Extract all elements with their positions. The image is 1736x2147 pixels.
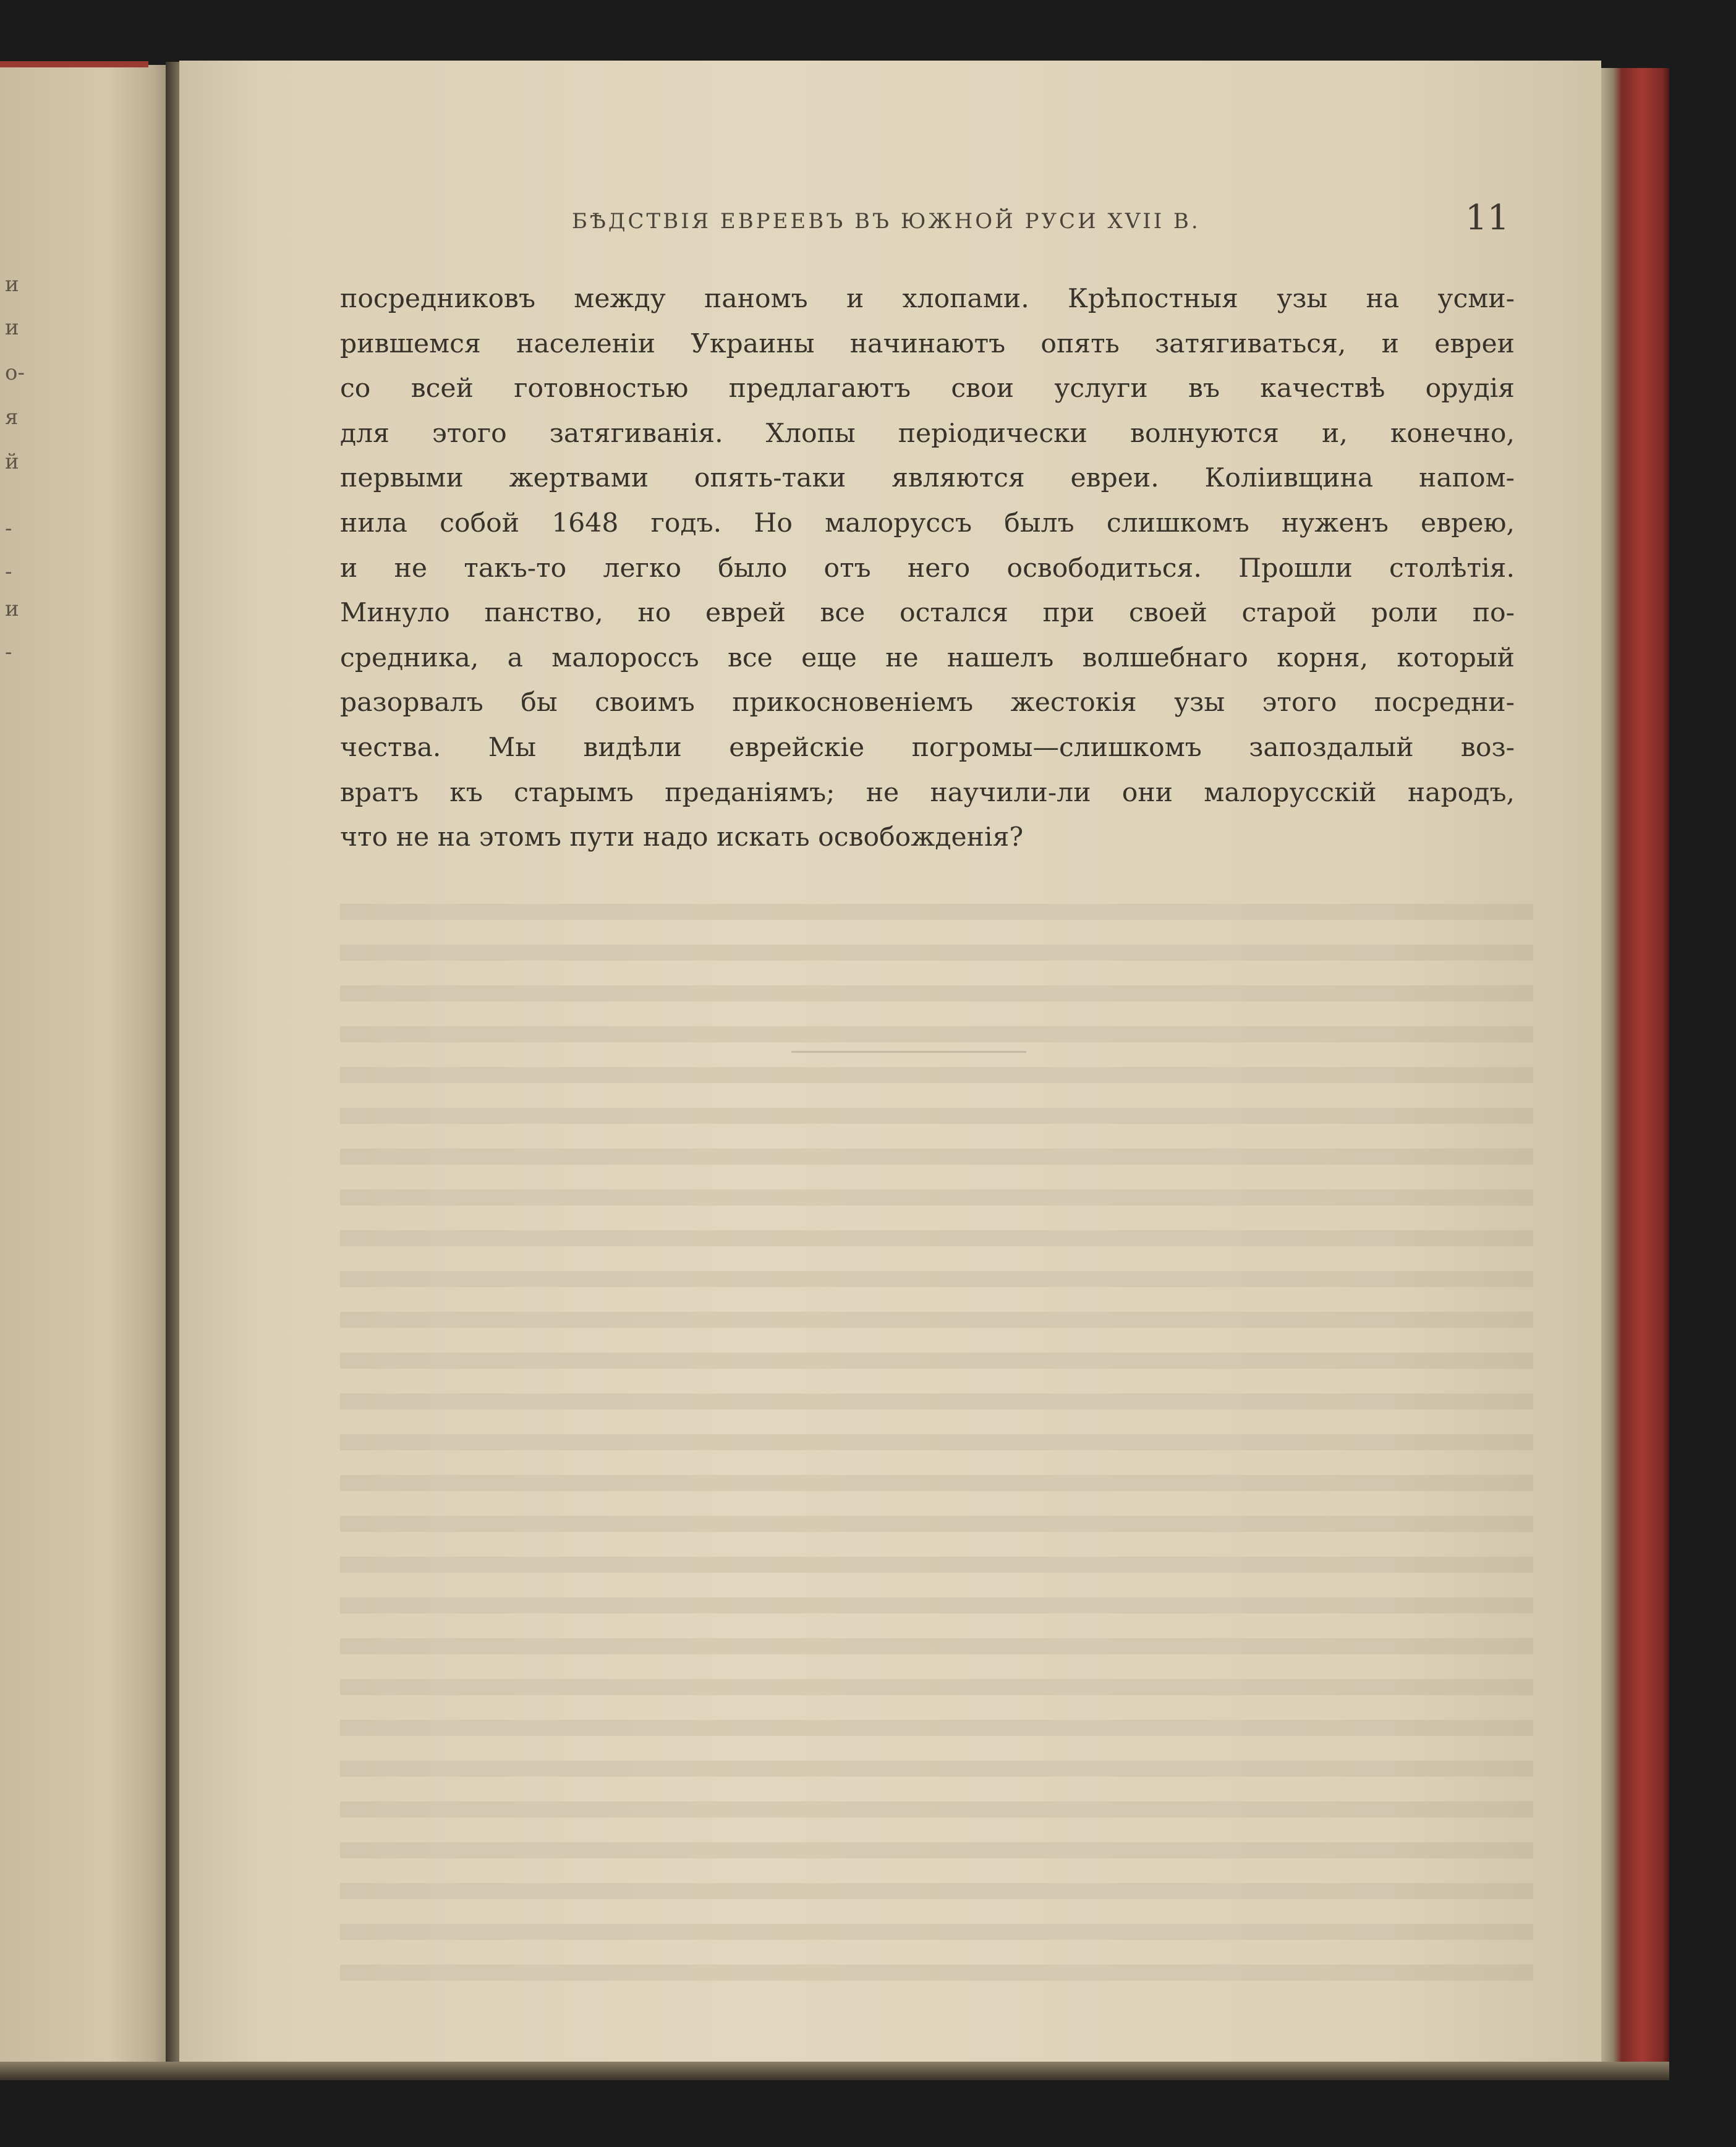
left-page-fragment: и xyxy=(5,597,19,621)
left-page-fragment: я xyxy=(5,405,19,430)
text-line: рившемся населеніи Украины начинаютъ опять затягиваться, и евреи xyxy=(340,328,1515,359)
cover-edge-top xyxy=(0,61,148,67)
text-line: Минуло панство, но еврей все остался при своей старой роли по- xyxy=(340,598,1515,629)
left-page-fragment: - xyxy=(5,640,12,665)
text-line: первыми жертвами опять-таки являются евреи. Колiивщина напом- xyxy=(340,463,1515,494)
text-line: средника, а малороссъ все еще не нашелъ волшебнаго корня, который xyxy=(340,642,1515,673)
text-line: нила собой 1648 годъ. Но малоруссъ былъ слишкомъ нуженъ еврею, xyxy=(340,508,1515,538)
left-page-fragment: й xyxy=(5,449,19,474)
left-page-fragment: и xyxy=(5,315,19,340)
bleed-through-text xyxy=(340,884,1533,1986)
text-line: разорвалъ бы своимъ прикосновеніемъ жестокія узы этого посредни- xyxy=(340,687,1515,718)
left-page-fragment: и xyxy=(5,272,19,297)
text-line: посредниковъ между паномъ и хлопами. Крѣпостныя узы на усми- xyxy=(340,284,1515,314)
left-page-fragment: - xyxy=(5,516,12,541)
text-line: со всей готовностью предлагаютъ свои услуги въ качествѣ орудія xyxy=(340,373,1515,404)
left-page-fragment: - xyxy=(5,559,12,584)
body-paragraph xyxy=(340,277,1515,861)
page-number: 11 xyxy=(1465,198,1510,238)
text-line: чества. Мы видѣли еврейскіе погромы—слишкомъ запоздалый воз- xyxy=(340,732,1515,763)
left-page xyxy=(0,65,182,2065)
book-bottom-edge xyxy=(0,2062,1669,2080)
text-line: для этого затягиванія. Хлопы періодически волнуются и, конечно, xyxy=(340,418,1515,449)
book-cover-edge xyxy=(1601,68,1669,2080)
running-head: БѢДСТВІЯ ЕВРЕЕВЪ ВЪ ЮЖНОЙ РУСИ XVII В. xyxy=(572,209,1201,234)
text-line: вратъ къ старымъ преданіямъ; не научили-ли они малорусскій народъ, xyxy=(340,777,1515,808)
text-line: что не на этомъ пути надо искать освобожденія? xyxy=(340,822,1024,853)
text-line: и не такъ-то легко было отъ него освободиться. Прошли столѣтія. xyxy=(340,553,1515,584)
left-page-fragment: о- xyxy=(5,360,25,385)
